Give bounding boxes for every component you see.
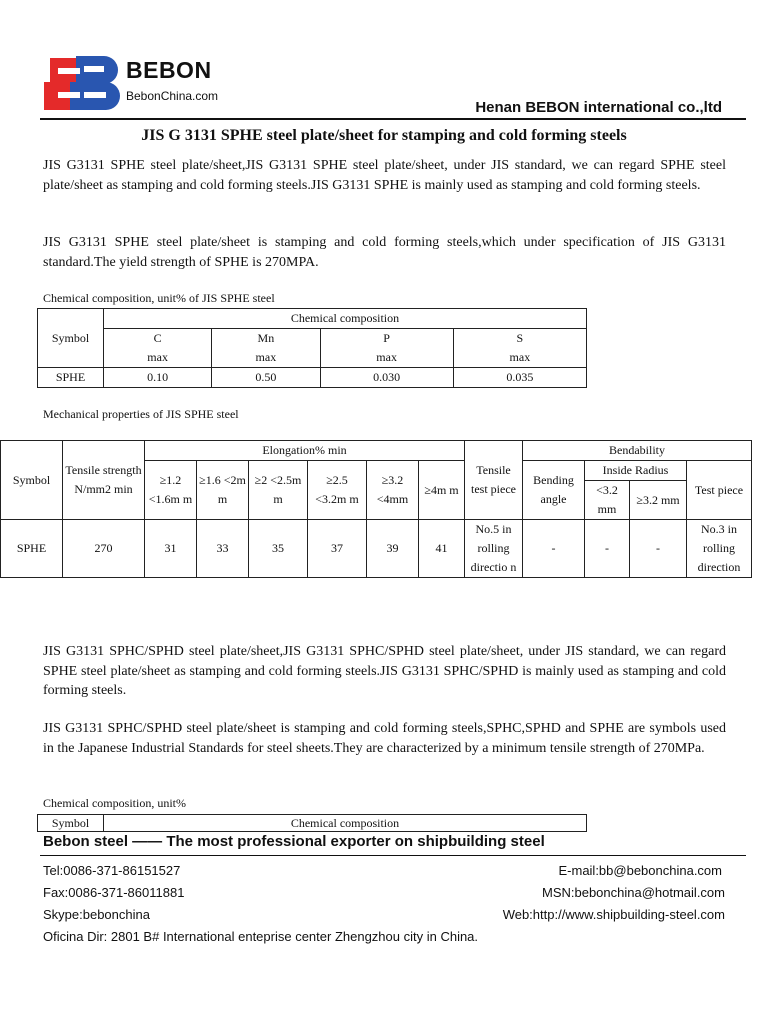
footer-tel: Tel:0086-371-86151527 <box>43 863 181 878</box>
chem-value: 0.10 <box>104 368 212 388</box>
mech-elongation-value: 35 <box>249 520 308 578</box>
mech-elongation-value: 39 <box>367 520 419 578</box>
mech-elongation-col: ≥4m m <box>419 461 465 520</box>
mech-symbol-header: Symbol <box>1 441 63 520</box>
mech-table <box>0 440 752 578</box>
chem-element-header: S <box>453 329 586 349</box>
mech-test-piece-header: Tensile test piece <box>465 441 523 520</box>
chem-symbol-header: Symbol <box>38 309 104 368</box>
header-divider <box>40 118 746 120</box>
chem-value: 0.50 <box>212 368 320 388</box>
mech-elongation-header: Elongation% min <box>145 441 465 461</box>
mech-row-tensile: 270 <box>63 520 145 578</box>
mech-bend-test-header: Test piece <box>687 461 752 520</box>
footer-divider <box>40 855 746 856</box>
chem-limit: max <box>104 348 212 368</box>
paragraph-4: JIS G3131 SPHC/SPHD steel plate/sheet is stamping and cold forming steels,SPHC,SPHD and SPHE are symbols used in the Japanese Industrial Standards for steel sheets.They are characterized by a minimum tensile strength of 270MPa. <box>43 721 726 756</box>
mech-elongation-col: ≥2.5 <3.2m m <box>308 461 367 520</box>
mech-bend-header: Bendability <box>523 441 752 461</box>
chem-value: 0.030 <box>320 368 453 388</box>
chem-limit: max <box>453 348 586 368</box>
mech-radius-col: ≥3.2 mm <box>630 481 687 520</box>
mech-row-test-piece: No.5 in rolling directio n <box>465 520 523 578</box>
footer-msn: MSN:bebonchina@hotmail.com <box>541 885 725 900</box>
footer-office: Oficina Dir: 2801 B# International enteprise center Zhengzhou city in China. <box>43 929 479 944</box>
mech-row-bend-angle: - <box>523 520 585 578</box>
footer-web[interactable]: Web:http://www.shipbuilding-steel.com <box>502 907 725 922</box>
chem-row-symbol: SPHE <box>38 368 104 388</box>
chem-table2-caption: Chemical composition, unit% <box>43 796 186 810</box>
footer-skype: Skype:bebonchina <box>43 907 150 922</box>
chem-element-header: Mn <box>212 329 320 349</box>
paragraph-2: JIS G3131 SPHE steel plate/sheet is stamping and cold forming steels,which under specification of JIS G3131 standard.The yield strength of SPHE is 270MPA. <box>43 235 726 270</box>
mech-elongation-value: 31 <box>145 520 197 578</box>
chem2-symbol-header: Symbol <box>38 815 104 832</box>
chem-limit: max <box>320 348 453 368</box>
chem-element-header: P <box>320 329 453 349</box>
mech-elongation-col: ≥3.2 <4mm <box>367 461 419 520</box>
brand-site: BebonChina.com <box>126 89 219 103</box>
mech-elongation-col: ≥1.6 <2m m <box>197 461 249 520</box>
company-name: Henan BEBON international co.,ltd <box>475 99 722 116</box>
mech-row-bend-test: No.3 in rolling direction <box>687 520 752 578</box>
chem-value: 0.035 <box>453 368 586 388</box>
mech-bend-angle-header: Bending angle <box>523 461 585 520</box>
chem2-group-header: Chemical composition <box>104 815 587 832</box>
brand-name: BEBON <box>126 57 212 83</box>
mech-elongation-value: 33 <box>197 520 249 578</box>
chem-element-header: C <box>104 329 212 349</box>
mech-elongation-value: 37 <box>308 520 367 578</box>
mech-row-radius: - <box>585 520 630 578</box>
page-title: JIS G 3131 SPHE steel plate/sheet for stamping and cold forming steels <box>141 127 627 144</box>
bebon-logo-icon <box>40 52 120 114</box>
paragraph-1: JIS G3131 SPHE steel plate/sheet,JIS G3131 SPHE steel plate/sheet, under JIS standard, we can regard SPHE steel plate/sheet as stamping and cold forming steels.JIS G3131 SPHE is mainly used as stamping and cold forming steels. <box>43 158 726 193</box>
chem-table <box>37 308 587 388</box>
mech-elongation-col: ≥1.2 <1.6m m <box>145 461 197 520</box>
chem-group-header: Chemical composition <box>104 309 587 329</box>
chem-limit: max <box>212 348 320 368</box>
mech-table-caption: Mechanical properties of JIS SPHE steel <box>43 407 239 421</box>
footer-email[interactable]: E-mail:bb@bebonchina.com <box>558 863 722 878</box>
paragraph-3: JIS G3131 SPHC/SPHD steel plate/sheet,JIS G3131 SPHC/SPHD steel plate/sheet, under JIS standard, we can regard SPHE steel plate/sheet as stamping and cold forming steels.JIS G3131 SPHC/SPHD is mainly used as stamping and cold forming steels. <box>43 644 726 698</box>
mech-tensile-header: Tensile strength N/mm2 min <box>63 441 145 520</box>
mech-elongation-col: ≥2 <2.5m m <box>249 461 308 520</box>
mech-elongation-value: 41 <box>419 520 465 578</box>
footer-fax: Fax:0086-371-86011881 <box>43 885 185 900</box>
mech-radius-col: <3.2 mm <box>585 481 630 520</box>
chem-table-caption: Chemical composition, unit% of JIS SPHE steel <box>43 291 275 305</box>
mech-row-symbol: SPHE <box>1 520 63 578</box>
footer-tagline: Bebon steel —— The most professional exporter on shipbuilding steel <box>43 833 545 850</box>
mech-inside-radius-header: Inside Radius <box>585 461 687 481</box>
chem-table2 <box>37 814 587 832</box>
mech-row-radius: - <box>630 520 687 578</box>
